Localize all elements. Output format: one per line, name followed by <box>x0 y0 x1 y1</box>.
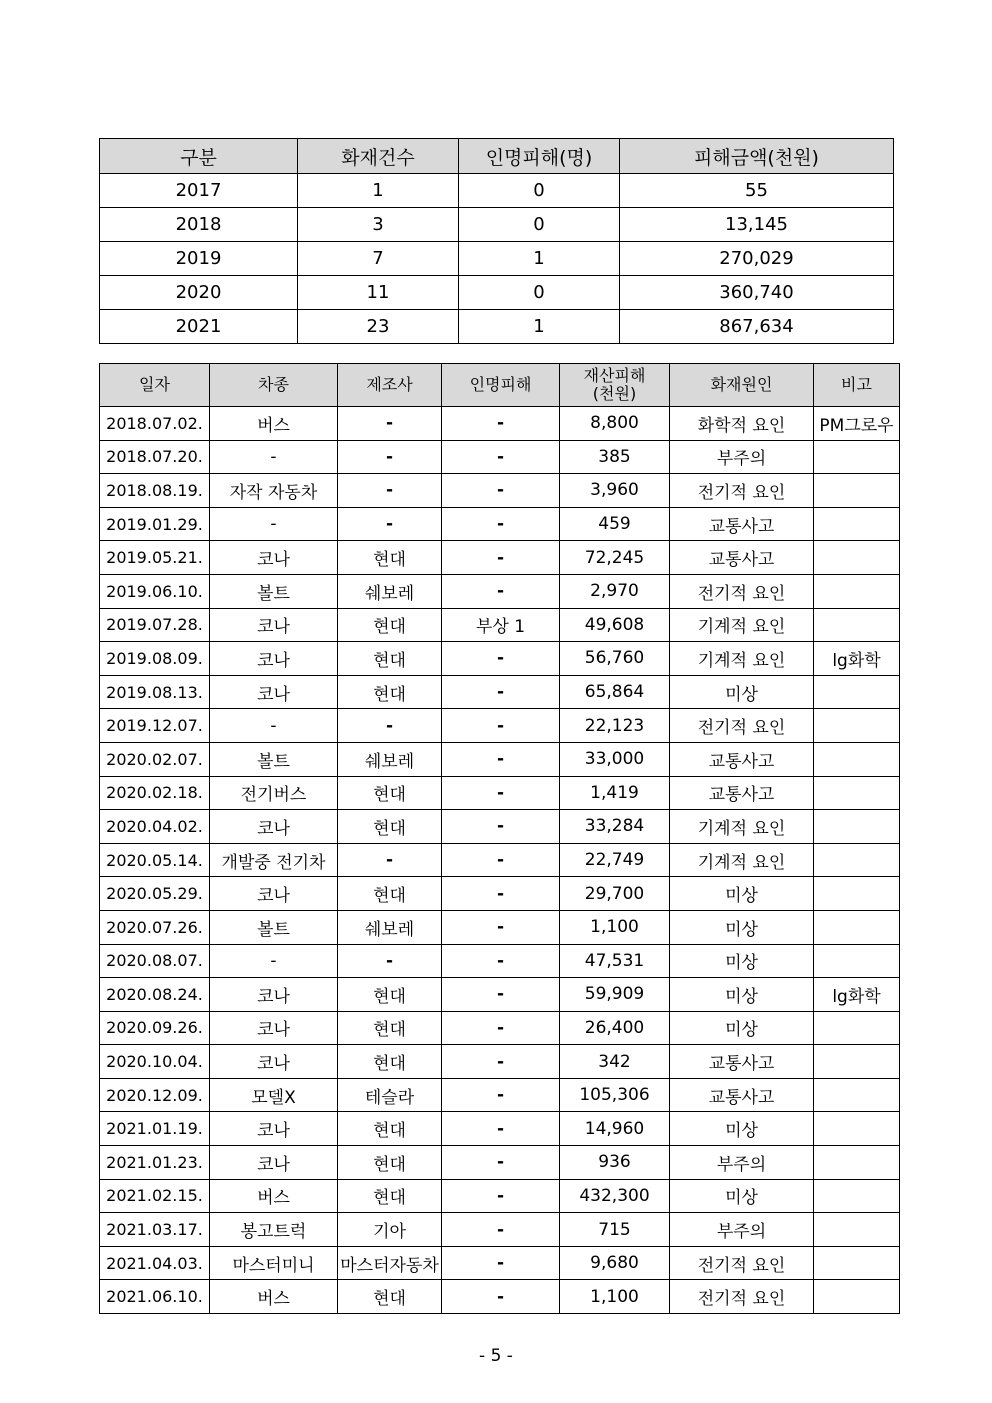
incident-cell-property-damage: 2,970 <box>560 574 670 608</box>
summary-cell-damage-amount: 55 <box>620 174 894 208</box>
incident-cell-vehicle: 전기버스 <box>210 776 338 810</box>
incident-header-property-damage: 재산피해 (천원) <box>560 364 670 407</box>
incident-cell-vehicle: 마스터미니 <box>210 1246 338 1280</box>
incident-cell-casualty: - <box>442 1213 560 1247</box>
summary-body <box>100 174 894 344</box>
incident-cell-note <box>814 1011 900 1045</box>
incident-cell-maker: 현대 <box>338 1011 442 1045</box>
incident-cell-casualty: - <box>442 1112 560 1146</box>
summary-cell-casualties: 0 <box>459 276 620 310</box>
summary-cell-casualties: 0 <box>459 208 620 242</box>
incident-cell-date: 2020.05.14. <box>100 843 210 877</box>
incident-cell-fire-cause: 전기적 요인 <box>670 574 814 608</box>
incident-cell-casualty: - <box>442 910 560 944</box>
incident-cell-note <box>814 709 900 743</box>
incident-cell-maker: 현대 <box>338 1045 442 1079</box>
incident-row <box>100 1179 900 1213</box>
summary-cell-casualties: 1 <box>459 242 620 276</box>
incident-cell-fire-cause: 미상 <box>670 910 814 944</box>
incident-row <box>100 1011 900 1045</box>
incident-cell-property-damage: 47,531 <box>560 944 670 978</box>
incident-cell-property-damage: 22,123 <box>560 709 670 743</box>
incident-cell-fire-cause: 기계적 요인 <box>670 810 814 844</box>
incident-cell-casualty: - <box>442 574 560 608</box>
incident-cell-note <box>814 810 900 844</box>
incident-cell-property-damage: 59,909 <box>560 978 670 1012</box>
incident-cell-fire-cause: 미상 <box>670 1011 814 1045</box>
incident-cell-property-damage: 459 <box>560 507 670 541</box>
incident-cell-note <box>814 1112 900 1146</box>
incident-row <box>100 742 900 776</box>
incident-row <box>100 877 900 911</box>
incident-cell-date: 2019.01.29. <box>100 507 210 541</box>
incident-row <box>100 440 900 474</box>
incident-cell-property-damage: 8,800 <box>560 407 670 441</box>
page-number: - 5 - <box>479 1346 513 1366</box>
incident-cell-date: 2019.08.13. <box>100 675 210 709</box>
incident-cell-note <box>814 1280 900 1314</box>
incident-cell-vehicle: - <box>210 944 338 978</box>
incident-cell-fire-cause: 교통사고 <box>670 776 814 810</box>
incident-cell-date: 2020.10.04. <box>100 1045 210 1079</box>
incident-cell-maker: 현대 <box>338 1280 442 1314</box>
summary-header-casualties: 인명피해(명) <box>459 139 620 174</box>
incident-cell-property-damage: 1,100 <box>560 910 670 944</box>
incident-cell-fire-cause: 교통사고 <box>670 742 814 776</box>
incident-cell-casualty: - <box>442 810 560 844</box>
incident-cell-casualty: - <box>442 1078 560 1112</box>
incident-cell-maker: - <box>338 507 442 541</box>
incident-cell-maker: - <box>338 944 442 978</box>
incident-header-date: 일자 <box>100 364 210 407</box>
summary-row <box>100 276 894 310</box>
summary-cell-year: 2018 <box>100 208 298 242</box>
incident-row <box>100 810 900 844</box>
summary-cell-year: 2021 <box>100 310 298 344</box>
incident-cell-vehicle: - <box>210 507 338 541</box>
incident-cell-maker: 현대 <box>338 608 442 642</box>
incident-cell-maker: 쉐보레 <box>338 910 442 944</box>
incident-cell-maker: 현대 <box>338 541 442 575</box>
incident-cell-property-damage: 33,284 <box>560 810 670 844</box>
incident-cell-vehicle: 코나 <box>210 541 338 575</box>
summary-header-row <box>100 139 894 174</box>
incident-cell-date: 2020.07.26. <box>100 910 210 944</box>
incident-cell-maker: 현대 <box>338 877 442 911</box>
incident-row <box>100 675 900 709</box>
summary-cell-fire-count: 3 <box>298 208 459 242</box>
incident-cell-vehicle: - <box>210 709 338 743</box>
incident-cell-vehicle: 자작 자동차 <box>210 474 338 508</box>
incident-cell-maker: 현대 <box>338 642 442 676</box>
summary-cell-fire-count: 23 <box>298 310 459 344</box>
incident-cell-property-damage: 385 <box>560 440 670 474</box>
incident-cell-casualty: - <box>442 407 560 441</box>
incident-cell-maker: - <box>338 407 442 441</box>
incident-cell-date: 2018.07.02. <box>100 407 210 441</box>
incident-cell-property-damage: 29,700 <box>560 877 670 911</box>
incident-cell-fire-cause: 부주의 <box>670 440 814 474</box>
incident-cell-date: 2019.05.21. <box>100 541 210 575</box>
incident-header-row <box>100 364 900 407</box>
incident-cell-vehicle: 코나 <box>210 877 338 911</box>
incident-cell-fire-cause: 교통사고 <box>670 1078 814 1112</box>
incident-cell-maker: - <box>338 440 442 474</box>
incident-cell-fire-cause: 전기적 요인 <box>670 1280 814 1314</box>
incident-cell-fire-cause: 전기적 요인 <box>670 1246 814 1280</box>
incident-cell-maker: 현대 <box>338 978 442 1012</box>
summary-row <box>100 310 894 344</box>
incident-cell-property-damage: 33,000 <box>560 742 670 776</box>
incident-cell-note <box>814 910 900 944</box>
incident-cell-maker: 현대 <box>338 776 442 810</box>
incident-row <box>100 709 900 743</box>
incident-cell-vehicle: 코나 <box>210 675 338 709</box>
incident-cell-note: PM그로우 <box>814 407 900 441</box>
summary-cell-fire-count: 7 <box>298 242 459 276</box>
incident-cell-casualty: - <box>442 709 560 743</box>
summary-cell-damage-amount: 867,634 <box>620 310 894 344</box>
incident-cell-vehicle: 코나 <box>210 978 338 1012</box>
incident-cell-maker: - <box>338 843 442 877</box>
incident-cell-date: 2021.01.19. <box>100 1112 210 1146</box>
incident-cell-vehicle: 코나 <box>210 1011 338 1045</box>
summary-row <box>100 174 894 208</box>
incident-cell-note <box>814 776 900 810</box>
incident-table <box>99 363 900 1314</box>
incident-cell-maker: 테슬라 <box>338 1078 442 1112</box>
incident-row <box>100 1112 900 1146</box>
incident-cell-vehicle: 모델X <box>210 1078 338 1112</box>
incident-cell-casualty: - <box>442 877 560 911</box>
incident-header-maker: 제조사 <box>338 364 442 407</box>
incident-cell-date: 2020.02.18. <box>100 776 210 810</box>
incident-cell-property-damage: 3,960 <box>560 474 670 508</box>
summary-cell-damage-amount: 13,145 <box>620 208 894 242</box>
summary-header-damage-amount: 피해금액(천원) <box>620 139 894 174</box>
incident-cell-vehicle: 코나 <box>210 1112 338 1146</box>
incident-cell-fire-cause: 교통사고 <box>670 541 814 575</box>
incident-row <box>100 474 900 508</box>
incident-cell-vehicle: 코나 <box>210 642 338 676</box>
incident-cell-maker: 현대 <box>338 1112 442 1146</box>
incident-cell-casualty: - <box>442 675 560 709</box>
incident-cell-fire-cause: 미상 <box>670 1179 814 1213</box>
incident-cell-note <box>814 843 900 877</box>
summary-row <box>100 242 894 276</box>
incident-cell-casualty: - <box>442 1045 560 1079</box>
incident-cell-casualty: - <box>442 1246 560 1280</box>
incident-cell-maker: 기아 <box>338 1213 442 1247</box>
incident-cell-maker: 쉐보레 <box>338 574 442 608</box>
incident-cell-vehicle: 코나 <box>210 608 338 642</box>
incident-row <box>100 843 900 877</box>
incident-cell-vehicle: 봉고트럭 <box>210 1213 338 1247</box>
incident-cell-fire-cause: 전기적 요인 <box>670 709 814 743</box>
incident-cell-vehicle: 볼트 <box>210 910 338 944</box>
summary-table <box>99 138 894 344</box>
incident-cell-property-damage: 26,400 <box>560 1011 670 1045</box>
incident-cell-property-damage: 9,680 <box>560 1246 670 1280</box>
incident-cell-property-damage: 1,419 <box>560 776 670 810</box>
incident-cell-property-damage: 715 <box>560 1213 670 1247</box>
incident-cell-date: 2020.05.29. <box>100 877 210 911</box>
incident-cell-date: 2019.08.09. <box>100 642 210 676</box>
incident-body <box>100 407 900 1314</box>
incident-cell-note <box>814 608 900 642</box>
incident-cell-fire-cause: 미상 <box>670 675 814 709</box>
incident-row <box>100 407 900 441</box>
incident-cell-note <box>814 541 900 575</box>
incident-cell-date: 2021.04.03. <box>100 1246 210 1280</box>
incident-cell-property-damage: 22,749 <box>560 843 670 877</box>
incident-cell-date: 2018.07.20. <box>100 440 210 474</box>
incident-cell-fire-cause: 미상 <box>670 944 814 978</box>
incident-cell-maker: 쉐보레 <box>338 742 442 776</box>
incident-cell-note <box>814 1179 900 1213</box>
incident-cell-casualty: - <box>442 440 560 474</box>
incident-row <box>100 910 900 944</box>
incident-cell-casualty: - <box>442 978 560 1012</box>
incident-cell-casualty: - <box>442 944 560 978</box>
incident-row <box>100 1146 900 1180</box>
incident-cell-vehicle: - <box>210 440 338 474</box>
summary-cell-casualties: 1 <box>459 310 620 344</box>
incident-cell-fire-cause: 교통사고 <box>670 507 814 541</box>
incident-cell-date: 2020.12.09. <box>100 1078 210 1112</box>
summary-cell-year: 2017 <box>100 174 298 208</box>
incident-cell-casualty: - <box>442 776 560 810</box>
incident-cell-fire-cause: 미상 <box>670 1112 814 1146</box>
incident-cell-date: 2020.09.26. <box>100 1011 210 1045</box>
incident-cell-maker: 마스터자동차 <box>338 1246 442 1280</box>
incident-cell-note <box>814 1246 900 1280</box>
incident-cell-maker: 현대 <box>338 1146 442 1180</box>
summary-cell-casualties: 0 <box>459 174 620 208</box>
summary-cell-damage-amount: 360,740 <box>620 276 894 310</box>
summary-cell-damage-amount: 270,029 <box>620 242 894 276</box>
incident-cell-date: 2018.08.19. <box>100 474 210 508</box>
incident-cell-fire-cause: 화학적 요인 <box>670 407 814 441</box>
incident-cell-maker: - <box>338 474 442 508</box>
incident-row <box>100 944 900 978</box>
incident-cell-casualty: - <box>442 1280 560 1314</box>
incident-cell-fire-cause: 기계적 요인 <box>670 843 814 877</box>
incident-row <box>100 978 900 1012</box>
incident-cell-casualty: - <box>442 507 560 541</box>
incident-cell-note <box>814 1078 900 1112</box>
incident-cell-maker: - <box>338 709 442 743</box>
incident-cell-note <box>814 1146 900 1180</box>
incident-cell-fire-cause: 전기적 요인 <box>670 474 814 508</box>
incident-cell-date: 2019.07.28. <box>100 608 210 642</box>
incident-cell-property-damage: 72,245 <box>560 541 670 575</box>
incident-cell-date: 2020.04.02. <box>100 810 210 844</box>
incident-cell-casualty: - <box>442 642 560 676</box>
incident-cell-note <box>814 474 900 508</box>
incident-cell-vehicle: 볼트 <box>210 742 338 776</box>
incident-cell-note <box>814 1213 900 1247</box>
incident-row <box>100 776 900 810</box>
incident-cell-note <box>814 877 900 911</box>
incident-cell-casualty: - <box>442 1179 560 1213</box>
incident-cell-vehicle: 코나 <box>210 1045 338 1079</box>
incident-cell-date: 2020.08.07. <box>100 944 210 978</box>
incident-header-vehicle: 차종 <box>210 364 338 407</box>
incident-cell-fire-cause: 교통사고 <box>670 1045 814 1079</box>
incident-cell-vehicle: 버스 <box>210 1280 338 1314</box>
incident-cell-vehicle: 코나 <box>210 1146 338 1180</box>
incident-cell-note <box>814 574 900 608</box>
incident-cell-vehicle: 개발중 전기차 <box>210 843 338 877</box>
incident-cell-property-damage: 49,608 <box>560 608 670 642</box>
incident-cell-vehicle: 버스 <box>210 1179 338 1213</box>
incident-cell-maker: 현대 <box>338 810 442 844</box>
summary-header-year: 구분 <box>100 139 298 174</box>
incident-row <box>100 642 900 676</box>
incident-row <box>100 507 900 541</box>
incident-cell-date: 2020.02.07. <box>100 742 210 776</box>
incident-cell-property-damage: 56,760 <box>560 642 670 676</box>
incident-cell-note <box>814 675 900 709</box>
incident-row <box>100 1045 900 1079</box>
incident-cell-casualty: - <box>442 541 560 575</box>
incident-row <box>100 608 900 642</box>
incident-cell-date: 2021.02.15. <box>100 1179 210 1213</box>
incident-cell-fire-cause: 부주의 <box>670 1213 814 1247</box>
incident-cell-casualty: - <box>442 474 560 508</box>
incident-header-note: 비고 <box>814 364 900 407</box>
incident-cell-casualty: 부상 1 <box>442 608 560 642</box>
incident-cell-property-damage: 1,100 <box>560 1280 670 1314</box>
incident-cell-vehicle: 코나 <box>210 810 338 844</box>
incident-cell-date: 2019.06.10. <box>100 574 210 608</box>
incident-cell-note <box>814 1045 900 1079</box>
incident-cell-date: 2021.03.17. <box>100 1213 210 1247</box>
incident-cell-date: 2021.06.10. <box>100 1280 210 1314</box>
incident-cell-date: 2019.12.07. <box>100 709 210 743</box>
incident-cell-date: 2021.01.23. <box>100 1146 210 1180</box>
incident-cell-note <box>814 742 900 776</box>
incident-cell-vehicle: 볼트 <box>210 574 338 608</box>
incident-cell-note <box>814 507 900 541</box>
incident-cell-fire-cause: 기계적 요인 <box>670 642 814 676</box>
incident-cell-property-damage: 65,864 <box>560 675 670 709</box>
summary-row <box>100 208 894 242</box>
incident-cell-date: 2020.08.24. <box>100 978 210 1012</box>
incident-cell-property-damage: 105,306 <box>560 1078 670 1112</box>
summary-header-fire-count: 화재건수 <box>298 139 459 174</box>
incident-cell-note <box>814 440 900 474</box>
incident-row <box>100 1078 900 1112</box>
incident-cell-note: lg화학 <box>814 642 900 676</box>
incident-cell-fire-cause: 부주의 <box>670 1146 814 1180</box>
incident-header-fire-cause: 화재원인 <box>670 364 814 407</box>
incident-cell-maker: 현대 <box>338 675 442 709</box>
incident-cell-fire-cause: 기계적 요인 <box>670 608 814 642</box>
incident-row <box>100 1213 900 1247</box>
incident-cell-note: lg화학 <box>814 978 900 1012</box>
incident-row <box>100 1280 900 1314</box>
incident-cell-fire-cause: 미상 <box>670 877 814 911</box>
summary-cell-year: 2019 <box>100 242 298 276</box>
incident-cell-maker: 현대 <box>338 1179 442 1213</box>
incident-cell-fire-cause: 미상 <box>670 978 814 1012</box>
summary-cell-fire-count: 1 <box>298 174 459 208</box>
incident-cell-vehicle: 버스 <box>210 407 338 441</box>
incident-row <box>100 574 900 608</box>
incident-row <box>100 1246 900 1280</box>
incident-cell-casualty: - <box>442 1146 560 1180</box>
incident-cell-property-damage: 14,960 <box>560 1112 670 1146</box>
incident-cell-note <box>814 944 900 978</box>
incident-cell-property-damage: 342 <box>560 1045 670 1079</box>
summary-cell-fire-count: 11 <box>298 276 459 310</box>
incident-header-casualty: 인명피해 <box>442 364 560 407</box>
incident-cell-casualty: - <box>442 843 560 877</box>
incident-cell-property-damage: 432,300 <box>560 1179 670 1213</box>
summary-cell-year: 2020 <box>100 276 298 310</box>
incident-cell-property-damage: 936 <box>560 1146 670 1180</box>
incident-cell-casualty: - <box>442 742 560 776</box>
incident-row <box>100 541 900 575</box>
incident-cell-casualty: - <box>442 1011 560 1045</box>
